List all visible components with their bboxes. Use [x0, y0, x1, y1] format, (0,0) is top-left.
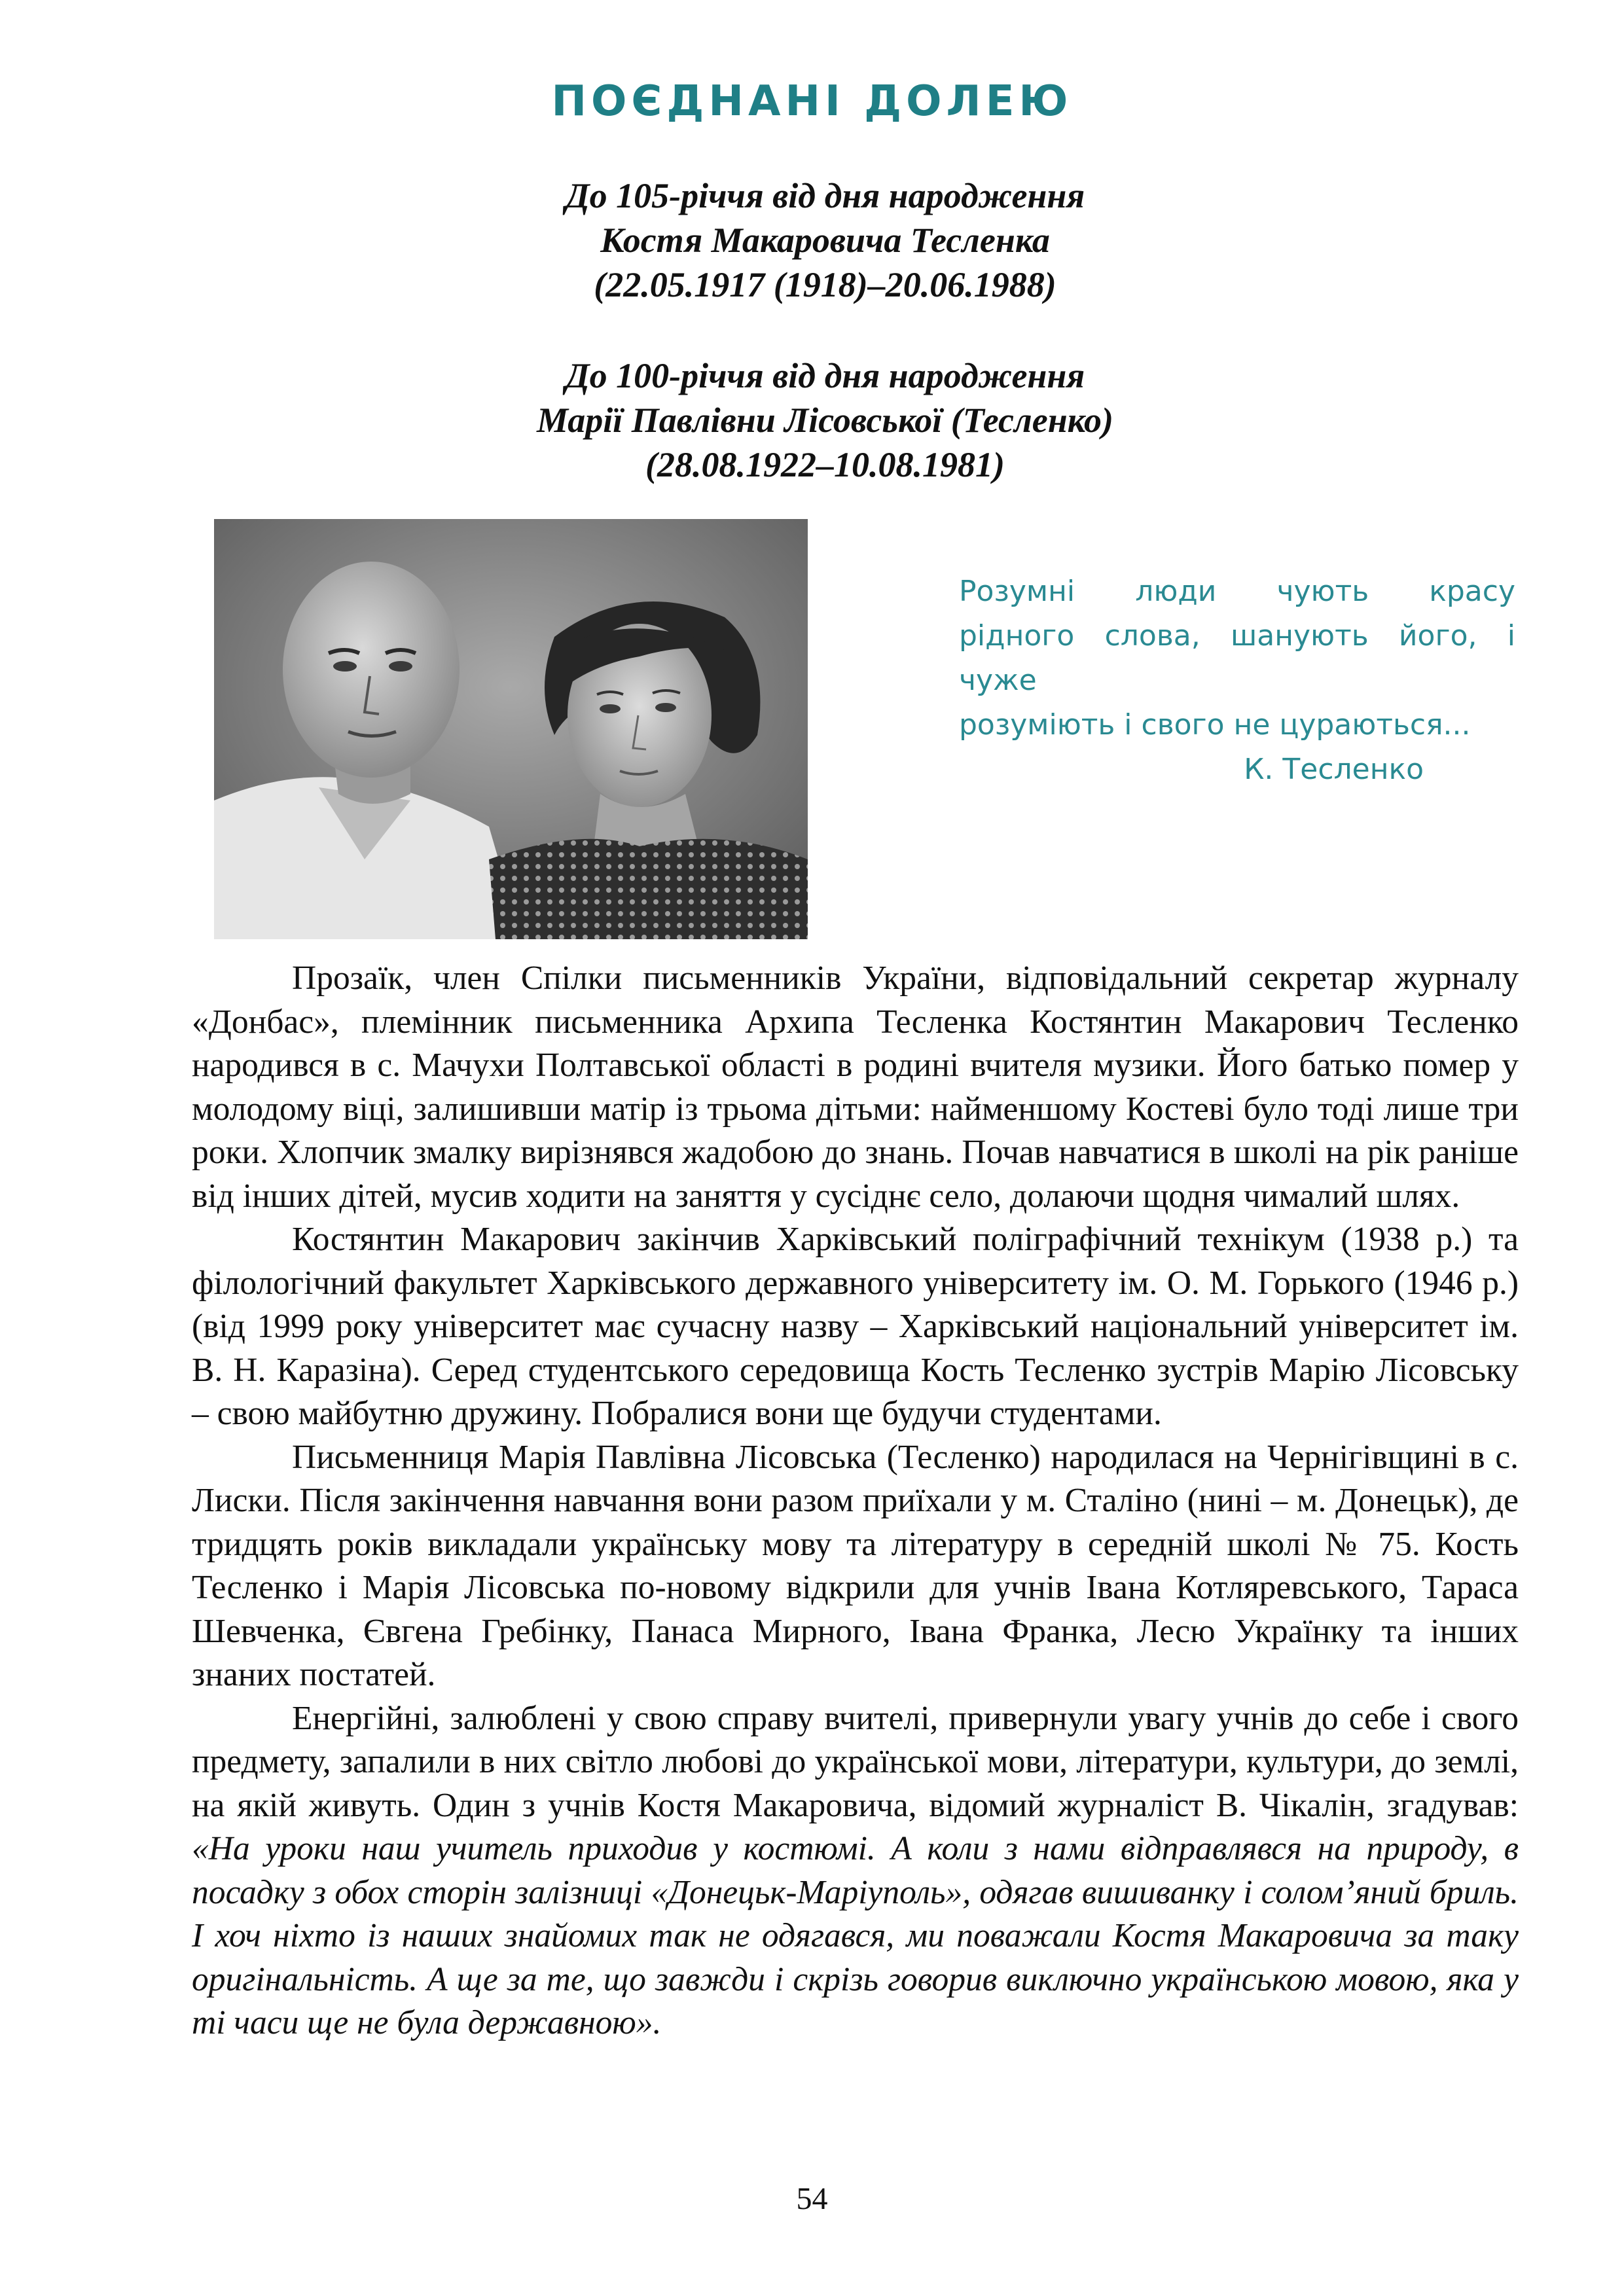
dedication-lisovska [26, 353, 1624, 487]
epigraph-line: рідного слова, шанують його, і чуже [959, 619, 1515, 697]
dedication-line: Марії Павлівни Лісовської (Тесленко) [537, 401, 1113, 440]
epigraph [959, 569, 1515, 792]
page-number: 54 [796, 2181, 828, 2216]
dedication-line: До 100-річчя від дня народження [565, 356, 1085, 395]
quote-text: «На уроки наш учитель приходив у костюмі. А коли з нами відправлявся на природу, в посадку з обох сторін залізниці «Донецьк-Маріуполь», одягав вишиванку і солом’яний бриль. І хоч ніхто із наших знайомих так не одягався, ми поважали Костя Макаровича за таку оригінальність. А ще за те, що завжди і скрізь говорив виключно українською мовою, яка у ті часи ще не була державною». [192, 1830, 1519, 2041]
dedication-line: До 105-річчя від дня народження [565, 176, 1085, 215]
dedication-line: (28.08.1922–10.08.1981) [645, 445, 1005, 484]
epigraph-line: Розумні люди чують красу [959, 575, 1515, 608]
paragraph: Прозаїк, член Спілки письменників України, відповідальний секретар журналу «Донбас», племінник письменника Архипа Тесленка Костянтин Макарович Тесленко народився в с. Мачухи Полтавської області в родині вчителя музики. Його батько помер у молодому віці, залишивши матір із трьома дітьми: найменшому Костеві було тоді лише три роки. Хлопчик змалку вирізнявся жадобою до знань. Почав навчатися в школі на рік раніше від інших дітей, мусив ходити на заняття у сусіднє село, долаючи щодня чималий шлях. [192, 960, 1519, 1215]
epigraph-author: К. Тесленко [1244, 753, 1424, 786]
dedication-teslenko [26, 173, 1624, 307]
portrait-photo [214, 519, 808, 939]
article-body [192, 957, 1519, 2045]
paragraph-text: Енергійні, залюблені у свою справу вчителі, привернули увагу учнів до себе і свого предмету, запалили в них світло любові до української мови, літератури, культури, до землі, на якій живуть. Один з учнів Костя Макаровича, відомий журналіст В. Чікалін, згадував: [192, 1699, 1519, 1824]
paragraph: Письменниця Марія Павлівна Лісовська (Тесленко) народилася на Чернігівщині в с. Лиски. Після закінчення навчання вони разом приїхали у м. Сталіно (нині – м. Донецьк), де тридцять років викладали українську мову та літературу в середній школі № 75. Кость Тесленко і Марія Лісовська по-новому відкрили для учнів Івана Котляревського, Тараса Шевченка, Євгена Гребінку, Панаса Мирного, Івана Франка, Лесю Українку та інших знаних постатей. [192, 1438, 1519, 1693]
dedication-line: (22.05.1917 (1918)–20.06.1988) [594, 265, 1056, 304]
page-title: ПОЄДНАНІ ДОЛЕЮ [551, 77, 1073, 126]
paragraph: Костянтин Макарович закінчив Харківський поліграфічний технікум (1938 р.) та філологічний факультет Харківського державного університету ім. О. М. Горького (1946 р.) (від 1999 року університет має сучасну назву – Харківський національний університет ім. В. Н. Каразіна). Серед студентського середовища Кость Тесленко зустрів Марію Лісовську – свою майбутню дружину. Побралися вони ще будучи студентами. [192, 1221, 1519, 1432]
epigraph-line: розуміють і свого не цураються... [959, 708, 1471, 742]
paragraph [192, 1697, 1519, 2045]
dedication-line: Костя Макаровича Тесленка [600, 221, 1050, 260]
